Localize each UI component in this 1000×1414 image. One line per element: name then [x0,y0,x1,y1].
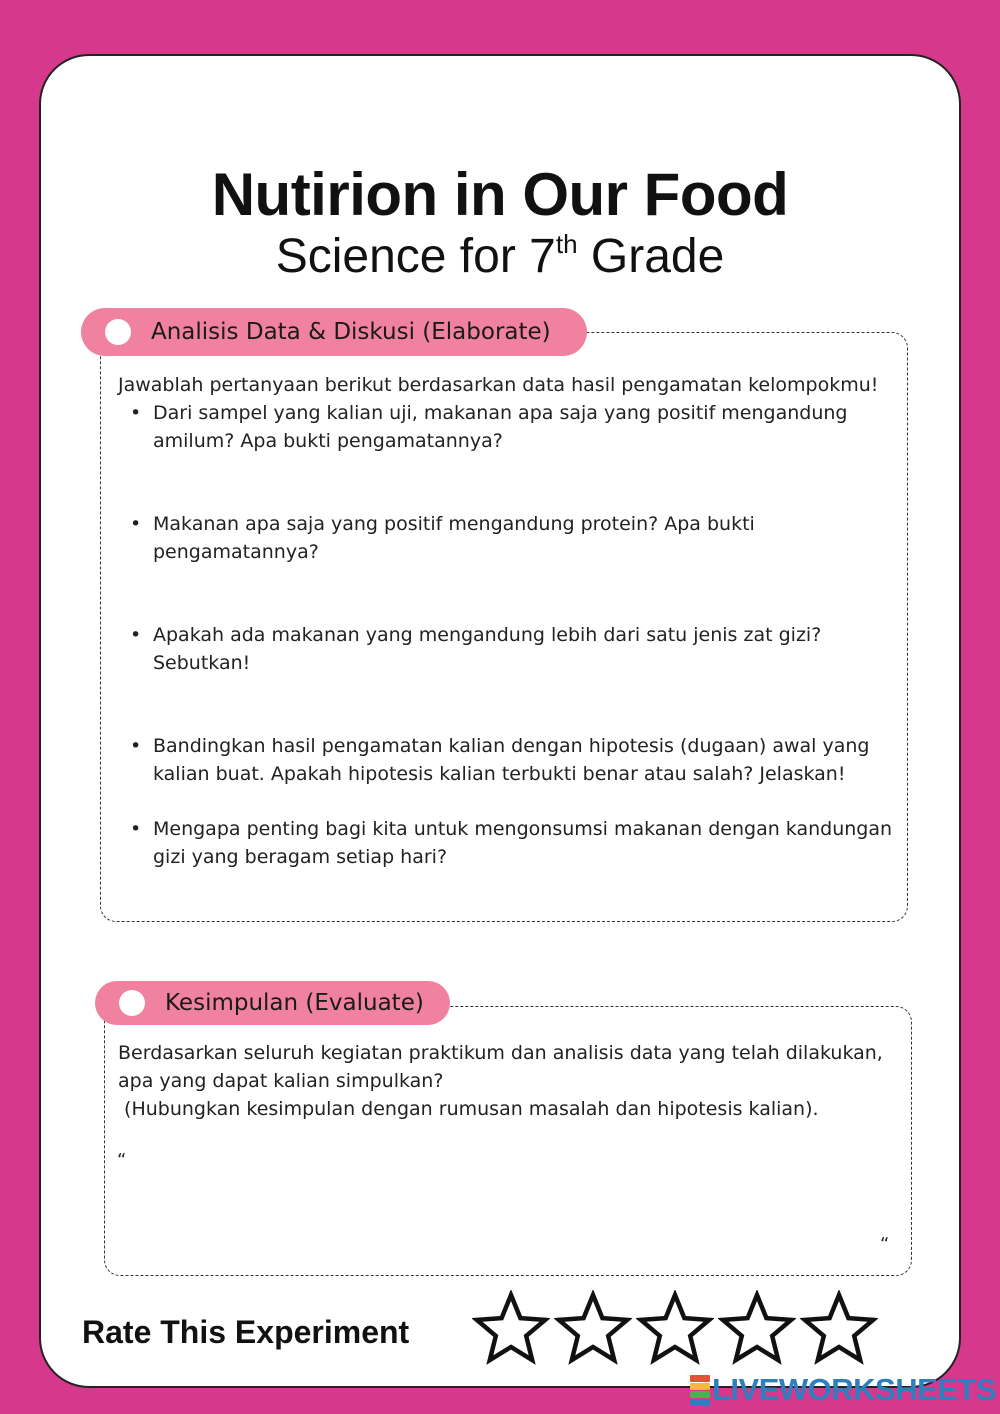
question-line: kalian buat. Apakah hipotesis kalian terbukti benar atau salah? Jelaskan! [153,763,846,785]
subtitle-end: Grade [577,230,725,283]
watermark-text: LIVEWORKSHEETS [712,1372,997,1407]
star-4-icon[interactable] [718,1290,796,1368]
question-line: Bandingkan hasil pengamatan kalian dengan hipotesis (dugaan) awal yang [153,735,870,757]
question-line: Apakah ada makanan yang mengandung lebih dari satu jenis zat gizi? [153,624,822,646]
star-rating [472,1290,882,1368]
question-item [130,621,900,677]
liveworksheets-watermark [690,1372,996,1408]
close-quote: “ [880,1234,890,1255]
rating-label: Rate This Experiment [82,1314,410,1350]
question-line: pengamatannya? [153,541,319,563]
bullet-icon: • [130,818,142,840]
star-1-icon[interactable] [472,1290,550,1368]
bullet-icon: • [130,402,142,424]
subtitle-sup: th [555,229,578,259]
star-3-icon[interactable] [636,1290,714,1368]
analysis-section-header [81,308,587,356]
question-line: Dari sampel yang kalian uji, makanan apa saja yang positif mengandung [153,402,848,424]
question-item [130,815,900,871]
question-line: Makanan apa saja yang positif mengandung protein? Apa bukti [153,513,755,535]
question-line: Sebutkan! [153,652,251,674]
open-quote: “ [117,1150,127,1171]
circle-icon [105,319,131,345]
question-line: gizi yang beragam setiap hari? [153,846,448,868]
conclusion-line: apa yang dapat kalian simpulkan? [118,1070,444,1092]
conclusion-line: (Hubungkan kesimpulan dengan rumusan masalah dan hipotesis kalian). [118,1098,819,1120]
question-item [130,732,900,788]
conclusion-prompt [118,1039,903,1123]
page-title: Nutirion in Our Food [211,161,789,228]
page-subtitle [0,229,1000,284]
liveworksheets-logo-icon [690,1375,710,1405]
conclusion-section-label: Kesimpulan (Evaluate) [165,990,424,1016]
question-item [130,510,900,566]
question-line: Mengapa penting bagi kita untuk mengonsumsi makanan dengan kandungan [153,818,893,840]
conclusion-section-header [95,981,450,1025]
subtitle-main: Science for 7 [275,230,556,283]
bullet-icon: • [130,624,142,646]
circle-icon [119,990,145,1016]
bullet-icon: • [130,513,142,535]
star-5-icon[interactable] [800,1290,878,1368]
bullet-icon: • [130,735,142,757]
analysis-intro: Jawablah pertanyaan berikut berdasarkan data hasil pengamatan kelompokmu! [118,374,879,396]
star-2-icon[interactable] [554,1290,632,1368]
conclusion-line: Berdasarkan seluruh kegiatan praktikum dan analisis data yang telah dilakukan, [118,1042,883,1064]
question-line: amilum? Apa bukti pengamatannya? [153,430,503,452]
question-item [130,399,900,455]
analysis-section-label: Analisis Data & Diskusi (Elaborate) [151,319,551,345]
